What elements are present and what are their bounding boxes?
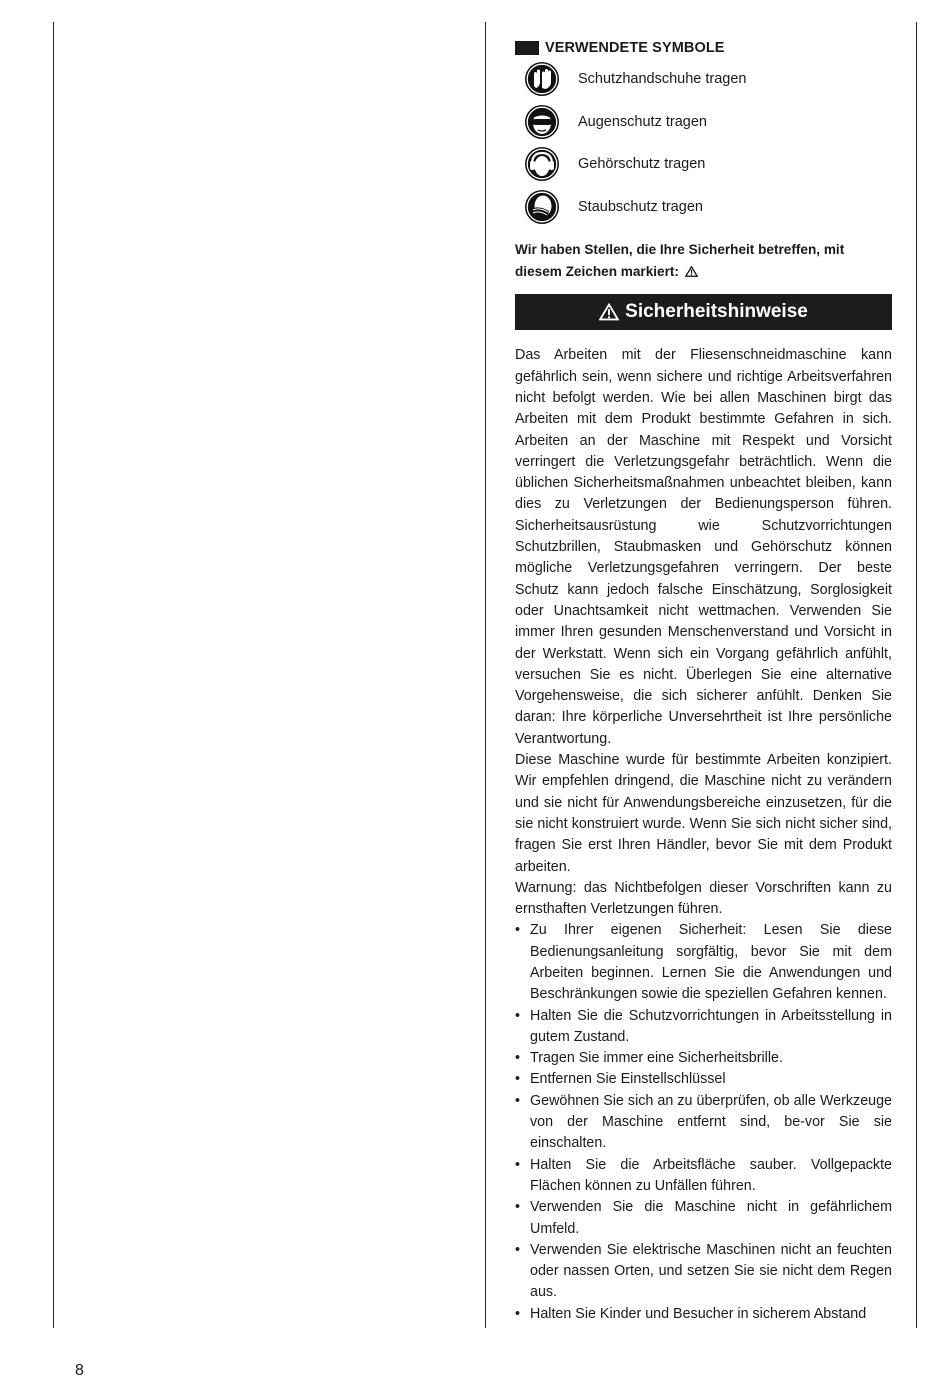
body-paragraph: Das Arbeiten mit der Fliesenschneidmaschine kann gefährlich sein, wenn sichere und richtige Arbeitsverfahren nicht befolgt werden. Wie bei allen Maschinen birgt das Arbeiten mit dem Produkt bestimmte Gefahren in sich. Arbeiten an der Maschine mit Respekt und Vorsicht verringert die Verletzungsgefahr beträchtlich. Wenn die üblichen Sicherheitsmaßnahmen unbeachtet bleiben, kann dies zu Verletzungen der Bedienungsperson führen. Sicherheitsausrüstung wie Schutzvorrichtungen Schutzbrillen, Staubmasken und Gehörschutz können mögliche Verletzungsgefahren verringern. Der beste Schutz kann jedoch falsche Einschätzung, Sorglosigkeit oder Unachtsamkeit nicht wettmachen. Verwenden Sie immer Ihren gesunden Menschenverstand und Vorsicht in der Werkstatt. Wenn sich ein Vorgang gefährlich anfühlt, versuchen Sie es nicht. Überlegen Sie eine alternative Vorgehensweise, die sich sicherer anfühlt. Denken Sie daran: Ihre körperliche Unversehrtheit ist Ihre persönliche Verantwortung.: [515, 347, 892, 747]
symbol-row-gloves: [515, 58, 892, 101]
warning-triangle-icon: [685, 266, 698, 277]
safety-banner: [515, 294, 892, 330]
safety-marker-intro: [515, 239, 892, 282]
column-rule-middle: [485, 22, 486, 1328]
symbol-label: Schutzhandschuhe tragen: [578, 71, 747, 88]
symbol-row-goggles: [515, 101, 892, 144]
symbols-heading-text: VERWENDETE SYMBOLE: [545, 40, 725, 56]
symbol-label: Augenschutz tragen: [578, 113, 707, 130]
symbol-label: Gehörschutz tragen: [578, 156, 706, 173]
body-paragraph: Warnung: das Nichtbefolgen dieser Vorschriften kann zu ernsthaften Verletzungen führen.: [515, 879, 892, 918]
ear-protection-icon: [524, 146, 560, 182]
bullet-item: • Verwenden Sie die Maschine nicht in gefährlichem Umfeld.: [515, 1197, 892, 1240]
intro-text: Wir haben Stellen, die Ihre Sicherheit betreffen, mit diesem Zeichen markiert:: [515, 242, 845, 279]
safety-bullet-list: [515, 920, 892, 1325]
bullet-item: • Zu Ihrer eigenen Sicherheit: Lesen Sie diese Bedienungsanleitung sorgfältig, bevor Sie mit dem Arbeiten beginnen. Lernen Sie die Anwendungen und Beschränkungen sowie die speziellen Gefahren kennen.: [515, 920, 892, 1005]
bullet-item: • Halten Sie Kinder und Besucher in sicherem Abstand: [515, 1304, 892, 1325]
column-rule-left: [53, 22, 54, 1328]
bullet-item: • Tragen Sie immer eine Sicherheitsbrille.: [515, 1048, 892, 1069]
bullet-item: • Verwenden Sie elektrische Maschinen nicht an feuchten oder nassen Orten, und setzen Sie sie nicht dem Regen aus.: [515, 1240, 892, 1304]
symbol-label: Staubschutz tragen: [578, 199, 703, 216]
symbols-heading: [515, 38, 892, 58]
bullet-item: • Halten Sie die Schutzvorrichtungen in Arbeitsstellung in gutem Zustand.: [515, 1006, 892, 1049]
bullet-item: • Halten Sie die Arbeitsfläche sauber. Vollgepackte Flächen können zu Unfällen führen.: [515, 1155, 892, 1198]
gloves-icon: [524, 61, 560, 97]
symbol-row-ear-protection: [515, 143, 892, 186]
right-column: [515, 38, 892, 1325]
body-paragraph: Diese Maschine wurde für bestimmte Arbeiten konzipiert. Wir empfehlen dringend, die Maschine nicht zu verändern und sie nicht für Anwendungsbereiche einzusetzen, für die sie nicht konstruiert wurde. Wenn Sie sich nicht sicher sind, fragen Sie erst Ihren Händler, bevor Sie mit dem Produkt arbeiten.: [515, 752, 892, 875]
bullet-item: • Gewöhnen Sie sich an zu überprüfen, ob alle Werkzeuge von der Maschine entfernt sind, be-vor Sie sie einschalten.: [515, 1091, 892, 1155]
page-number: 8: [75, 1362, 84, 1379]
bullet-item: • Entfernen Sie Einstellschlüssel: [515, 1069, 892, 1090]
safety-banner-title: Sicherheitshinweise: [625, 301, 808, 323]
symbol-row-dust-mask: [515, 186, 892, 229]
goggles-icon: [524, 104, 560, 140]
column-rule-right: [916, 22, 917, 1328]
dust-mask-icon: [524, 189, 560, 225]
heading-marker: [515, 41, 539, 55]
safety-body: [515, 345, 892, 1325]
warning-triangle-icon: [599, 303, 619, 321]
